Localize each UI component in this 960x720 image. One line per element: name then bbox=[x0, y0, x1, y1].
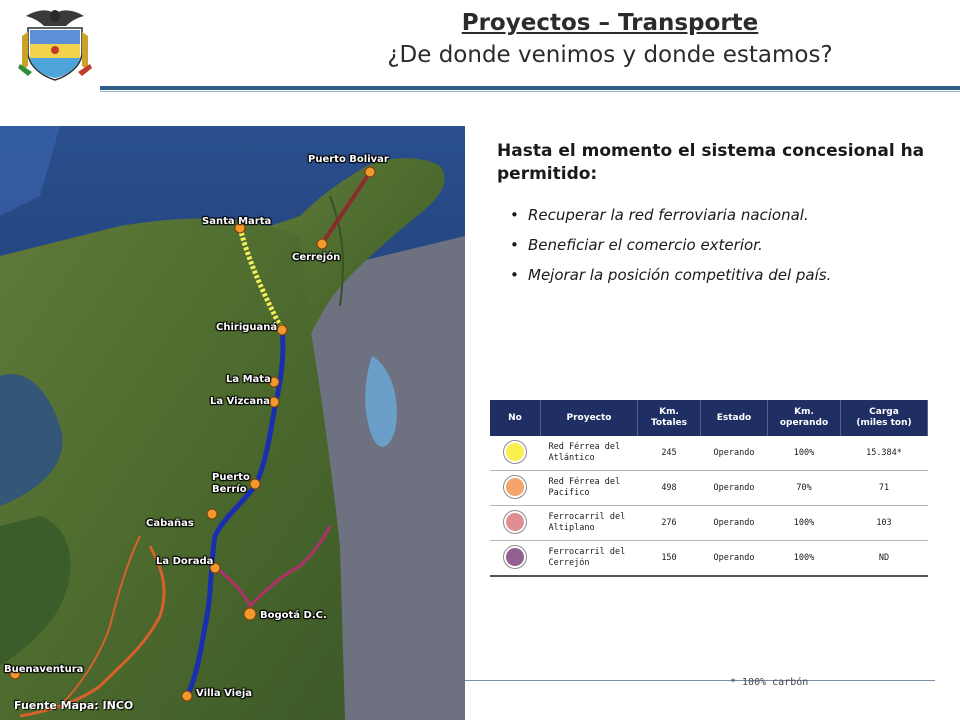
cell-km-totales: 245 bbox=[638, 436, 701, 471]
map-label-villa-vieja: Villa Vieja bbox=[196, 688, 253, 699]
map-label-berrio: Berrío bbox=[212, 484, 247, 495]
header-km-operando: Km. operando bbox=[768, 400, 841, 436]
map-label-santa-marta: Santa Marta bbox=[202, 216, 272, 227]
cell-km-totales: 498 bbox=[638, 471, 701, 506]
table-header-row bbox=[490, 400, 928, 436]
line-color-swatch bbox=[504, 511, 526, 533]
cell-estado: Operando bbox=[701, 541, 768, 577]
list-item bbox=[510, 204, 940, 234]
cell-estado: Operando bbox=[701, 436, 768, 471]
row-color-cell bbox=[490, 506, 541, 541]
cell-km-totales: 150 bbox=[638, 541, 701, 577]
cell-km-totales: 276 bbox=[638, 506, 701, 541]
slide-header bbox=[0, 0, 960, 86]
cell-proyecto: Red Férrea del Atlántico bbox=[541, 436, 638, 471]
cell-km-operando: 100% bbox=[768, 436, 841, 471]
header-carga: Carga (miles ton) bbox=[841, 400, 928, 436]
cell-estado: Operando bbox=[701, 506, 768, 541]
header-no: No bbox=[490, 400, 541, 436]
map-label-cabanas: Cabañas bbox=[146, 518, 194, 529]
footer-divider bbox=[465, 680, 935, 681]
bullet-icon: • bbox=[510, 206, 519, 224]
table-row bbox=[490, 471, 928, 506]
table-row bbox=[490, 506, 928, 541]
bullet-text: Mejorar la posición competitiva del país. bbox=[528, 266, 832, 284]
cell-proyecto: Red Férrea del Pacifico bbox=[541, 471, 638, 506]
line-color-swatch bbox=[504, 441, 526, 463]
row-color-cell bbox=[490, 541, 541, 577]
map-label-cerrejon: Cerrejón bbox=[292, 252, 341, 263]
row-color-cell bbox=[490, 436, 541, 471]
bullet-icon: • bbox=[510, 236, 519, 254]
list-item bbox=[510, 264, 940, 294]
projects-table bbox=[490, 400, 928, 577]
cell-carga: 71 bbox=[841, 471, 928, 506]
map-label-puerto: Puerto bbox=[212, 472, 250, 483]
header-estado: Estado bbox=[701, 400, 768, 436]
map-label-la-mata: La Mata bbox=[226, 374, 271, 385]
map-label-chiriguana: Chiriguaná bbox=[216, 322, 278, 333]
header-proyecto: Proyecto bbox=[541, 400, 638, 436]
list-item bbox=[510, 234, 940, 264]
bullet-text: Beneficiar el comercio exterior. bbox=[528, 236, 763, 254]
slide-title: Proyectos – Transporte bbox=[461, 10, 759, 36]
header-divider bbox=[100, 86, 960, 90]
benefits-list bbox=[510, 204, 940, 294]
slide-subtitle: ¿De donde venimos y donde estamos? bbox=[387, 42, 833, 68]
cell-km-operando: 100% bbox=[768, 506, 841, 541]
cell-carga: ND bbox=[841, 541, 928, 577]
cell-carga: 15.384* bbox=[841, 436, 928, 471]
map-label-puerto-bolivar: Puerto Bolivar bbox=[308, 154, 389, 165]
bullet-icon: • bbox=[510, 266, 519, 284]
map-label-la-dorada: La Dorada bbox=[156, 556, 214, 567]
line-color-swatch bbox=[504, 476, 526, 498]
cell-estado: Operando bbox=[701, 471, 768, 506]
intro-text: Hasta el momento el sistema concesional ha permitido: bbox=[497, 141, 925, 184]
cell-km-operando: 70% bbox=[768, 471, 841, 506]
cell-proyecto: Ferrocarril del Cerrejón bbox=[541, 541, 638, 577]
coat-of-arms-icon bbox=[18, 6, 92, 82]
table-footnote: * 100% carbón bbox=[730, 677, 809, 688]
header-divider-thin bbox=[100, 91, 960, 92]
railway-map bbox=[0, 126, 465, 720]
table-row bbox=[490, 541, 928, 577]
map-label-buenaventura: Buenaventura bbox=[4, 664, 84, 675]
header-km-totales: Km. Totales bbox=[638, 400, 701, 436]
cell-km-operando: 100% bbox=[768, 541, 841, 577]
map-label-bogota: Bogotá D.C. bbox=[260, 610, 327, 621]
map-source: Fuente Mapa: INCO bbox=[14, 699, 134, 712]
map-label-la-vizcana: La Vizcana bbox=[210, 396, 270, 407]
cell-carga: 103 bbox=[841, 506, 928, 541]
bullet-text: Recuperar la red ferroviaria nacional. bbox=[528, 206, 809, 224]
line-color-swatch bbox=[504, 546, 526, 568]
cell-proyecto: Ferrocarril del Altiplano bbox=[541, 506, 638, 541]
row-color-cell bbox=[490, 471, 541, 506]
table-row bbox=[490, 436, 928, 471]
